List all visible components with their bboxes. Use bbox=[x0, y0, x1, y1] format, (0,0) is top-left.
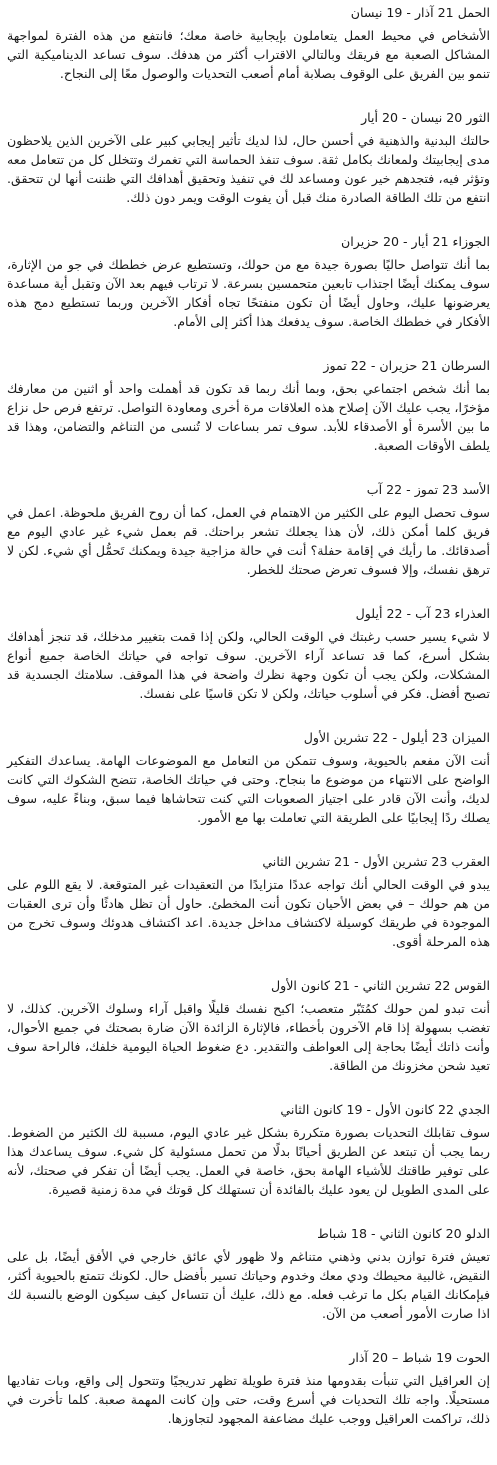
sign-title: القوس 22 تشرين الثاني - 21 كانون الأول bbox=[271, 978, 490, 993]
horoscope-pisces bbox=[7, 1349, 490, 1428]
horoscope-libra bbox=[7, 729, 490, 827]
sign-title: الثور 20 نيسان - 20 أيار bbox=[361, 110, 490, 125]
horoscope-sagittarius bbox=[7, 977, 490, 1075]
horoscope-aquarius bbox=[7, 1225, 490, 1323]
sign-title: الحمل 21 آذار - 19 نيسان bbox=[350, 5, 490, 20]
sign-text: أنت الآن مفعم بالحيوية، وسوف تتمكن من التعامل مع الموضوعات الهامة. يساعدك التفكير الواضح على الانتهاء من موضوع ما بنجاح. وحتى في حياتك الخاصة، تتضح الشكوك التي كانت لديك، وأنت الآن قادر على اجتياز الصعوبات التي كنت تتحاشاها فيما سبق، وبناءً عليه، سوف يصلك ردًا إيجابيًا على الطريقة التي تعاملت بها مع الأمور. bbox=[7, 753, 490, 825]
sign-text: تعيش فترة توازن بدني وذهني متناغم ولا ظهور لأي عائق خارجي في الأفق أيضًا، بل على النقيض، غالبية محيطك ودي معك وخدوم وحياتك تسير بأفضل حال. لكونك تتمتع بالحيوية أكثر، فبإمكانك القيام بكل ما ترغب فعله. مع ذلك، عليك أن تتساءل كيف سيكون الوضع بالنسبة لك اذا صارت الأمور أصعب من الآن. bbox=[7, 1249, 490, 1321]
sign-title: الحوت 19 شباط – 20 آذار bbox=[349, 1350, 490, 1365]
sign-title: الدلو 20 كانون الثاني - 18 شباط bbox=[317, 1226, 490, 1241]
sign-text: حالتك البدنية والذهنية في أحسن حال، لذا لديك تأثير إيجابي كبير على الآخرين الذين يلاحظون مدى إيجابيتك ولمعانك بكامل ثقة. سوف تنفذ الحماسة التي تغمرك وتتخلل كل من تتعامل معه وتؤثر فيه، فتجدهم خير عون ومساعد لك في تنفيذ وتحقيق أهدافك التي ظننت أنها لن تتحقق. انتفع من تلك الطاقة الصادرة منك قبل أن يفوت الوقت ويمر دون ذلك. bbox=[7, 133, 490, 205]
sign-text: لا شيء يسير حسب رغبتك في الوقت الحالي، ولكن إذا قمت بتغيير مدخلك، قد تنجز أهدافك بشكل أسرع، كما قد تساعد آراء الآخرين. سوف تواجه في حياتك الخاصة جميع أنواع المشكلات، ولكن يجب أن تكون وجهة نظرك واضحة في هذا الموقف. سلامتك الجسدية قد تصبح أفضل. فكر في أسلوب حياتك، ولكن لا تكن قاسيًا على نفسك. bbox=[7, 629, 490, 701]
sign-text: أنت تبدو لمن حولك كمُتَبّر متعصب؛ اكبح نفسك قليلًا واقبل آراء وسلوك الآخرين. كذلك، لا تغضب بسهولة إذا قام الآخرون بأخطاء، فالإثارة الزائدة الآن ضارة بصحتك في جميع الأحوال، وأنت ذاتك أيضًا بحاجة إلى العواطف والتقدير. دع ضغوط الحياة اليومية خلفك، فالراحة سوف تعيد شحن مخزونك من الطاقة. bbox=[7, 1001, 490, 1073]
sign-title: العذراء 23 آب - 22 أيلول bbox=[355, 606, 490, 621]
sign-title: الجدي 22 كانون الأول - 19 كانون الثاني bbox=[280, 1102, 490, 1117]
sign-title: السرطان 21 حزيران - 22 تموز bbox=[323, 358, 490, 373]
horoscope-scorpio bbox=[7, 853, 490, 951]
sign-text: بما أنك شخص اجتماعي بحق، وبما أنك ربما قد تكون قد أهملت واحد أو اثنين من معارفك مؤخرًا، يجب عليك الآن إصلاح هذه العلاقات مرة أخرى ومعاودة التواصل. ترتفع فرص حل نزاع ما بين الأسرة أو الأصدقاء للأبد. سوف تمر بساعات لا تُنسى من التناغم والتضامن، وهذا قد يلطف الأوقات الصعبة. bbox=[7, 381, 490, 453]
sign-title: الجوزاء 21 أيار - 20 حزيران bbox=[341, 234, 490, 249]
sign-text: سوف تقابلك التحديات بصورة متكررة بشكل غير عادي اليوم، مسببة لك الكثير من الضغوط. ربما يجب أن تبتعد عن الطريق أحيانًا بدلًا من تحمل مسئولية كل شيء. سوف يساعدك هذا على توفير طاقتك للأشياء الهامة بحق، خاصة في العمل. يجب أيضًا أن تفكر في صحتك، لأنه على المدى الطويل لن يعود عليك بالفائدة أن تستهلك كل قوتك في مدة زمنية قصيرة. bbox=[7, 1125, 490, 1197]
horoscope-cancer bbox=[7, 357, 490, 455]
horoscope-aries bbox=[7, 4, 490, 83]
sign-text: إن العراقيل التي تنبأت بقدومها منذ فترة طويلة تظهر تدريجيًا وتتحول إلى واقع، وبات تفاديها مستحيلًا. واجه تلك التحديات في أسرع وقت، حتى وإن كانت المهمة صعبة. كلما تأخرت في ذلك، تراكمت العراقيل ووجب عليك مضاعفة المجهود لتجاوزها. bbox=[7, 1373, 490, 1426]
sign-title: الأسد 23 تموز - 22 آب bbox=[366, 482, 490, 497]
sign-text: يبدو في الوقت الحالي أنك تواجه عددًا متزايدًا من التعقيدات غير المتوقعة. لا يقع اللوم على من هم حولك – في بعض الأحيان تكون أنت المخطئ. حاول أن تظل هادئًا وأن ترى العقبات الموجودة في طريقك كوسيلة لاكتشاف مداخل جديدة. اعد اكتشاف هدوئك وسوف تخرج من هذه المرحلة أقوى. bbox=[7, 877, 490, 949]
sign-text: سوف تحصل اليوم على الكثير من الاهتمام في العمل، كما أن روح الفريق ملحوظة. اعمل في فريق كلما أمكن ذلك، لأن هذا يجعلك تشعر براحتك. قم بعمل شيء غير عادي اليوم مع أصدقائك. ما رأيك في إقامة حفلة؟ أنت في حالة مزاجية جيدة ويمكنك تَحمُّل أي شيء. لكن لا ترهق نفسك، وإلا فسوف تعرض صحتك للخطر. bbox=[7, 505, 490, 577]
horoscope-leo bbox=[7, 481, 490, 579]
horoscope-virgo bbox=[7, 605, 490, 703]
sign-text: بما أنك تتواصل حاليًا بصورة جيدة مع من حولك، وتستطيع عرض خططك في جو من الإثارة، سوف يمكنك أيضًا اجتذاب تابعين متحمسين بسرعة. لا ترتاب فيهم بعد الآن وتقبل أية مساعدة يعرضونها عليك، وحاول أيضًا أن تكون منفتحًا تجاه أفكار الآخرين وربما تستطيع دمج هذه الأفكار في خططك الخاصة. سوف يدفعك هذا أكثر إلى الأمام. bbox=[7, 257, 490, 329]
sign-text: الأشخاص في محيط العمل يتعاملون بإيجابية خاصة معك؛ فانتفع من هذه الفترة لمواجهة المشاكل الصعبة مع فريقك وبالتالي الاقتراب أكثر من هدفك. سوف تساعد الديناميكية التي تنمو بين الفريق على الوقوف بصلابة أمام أصعب التحديات والوصول معًا إلى النجاح. bbox=[7, 28, 490, 81]
sign-title: العقرب 23 تشرين الأول - 21 تشرين الثاني bbox=[262, 854, 490, 869]
horoscope-capricorn bbox=[7, 1101, 490, 1199]
sign-title: الميزان 23 أيلول - 22 تشرين الأول bbox=[303, 730, 490, 745]
horoscope-gemini bbox=[7, 233, 490, 331]
horoscope-taurus bbox=[7, 109, 490, 207]
